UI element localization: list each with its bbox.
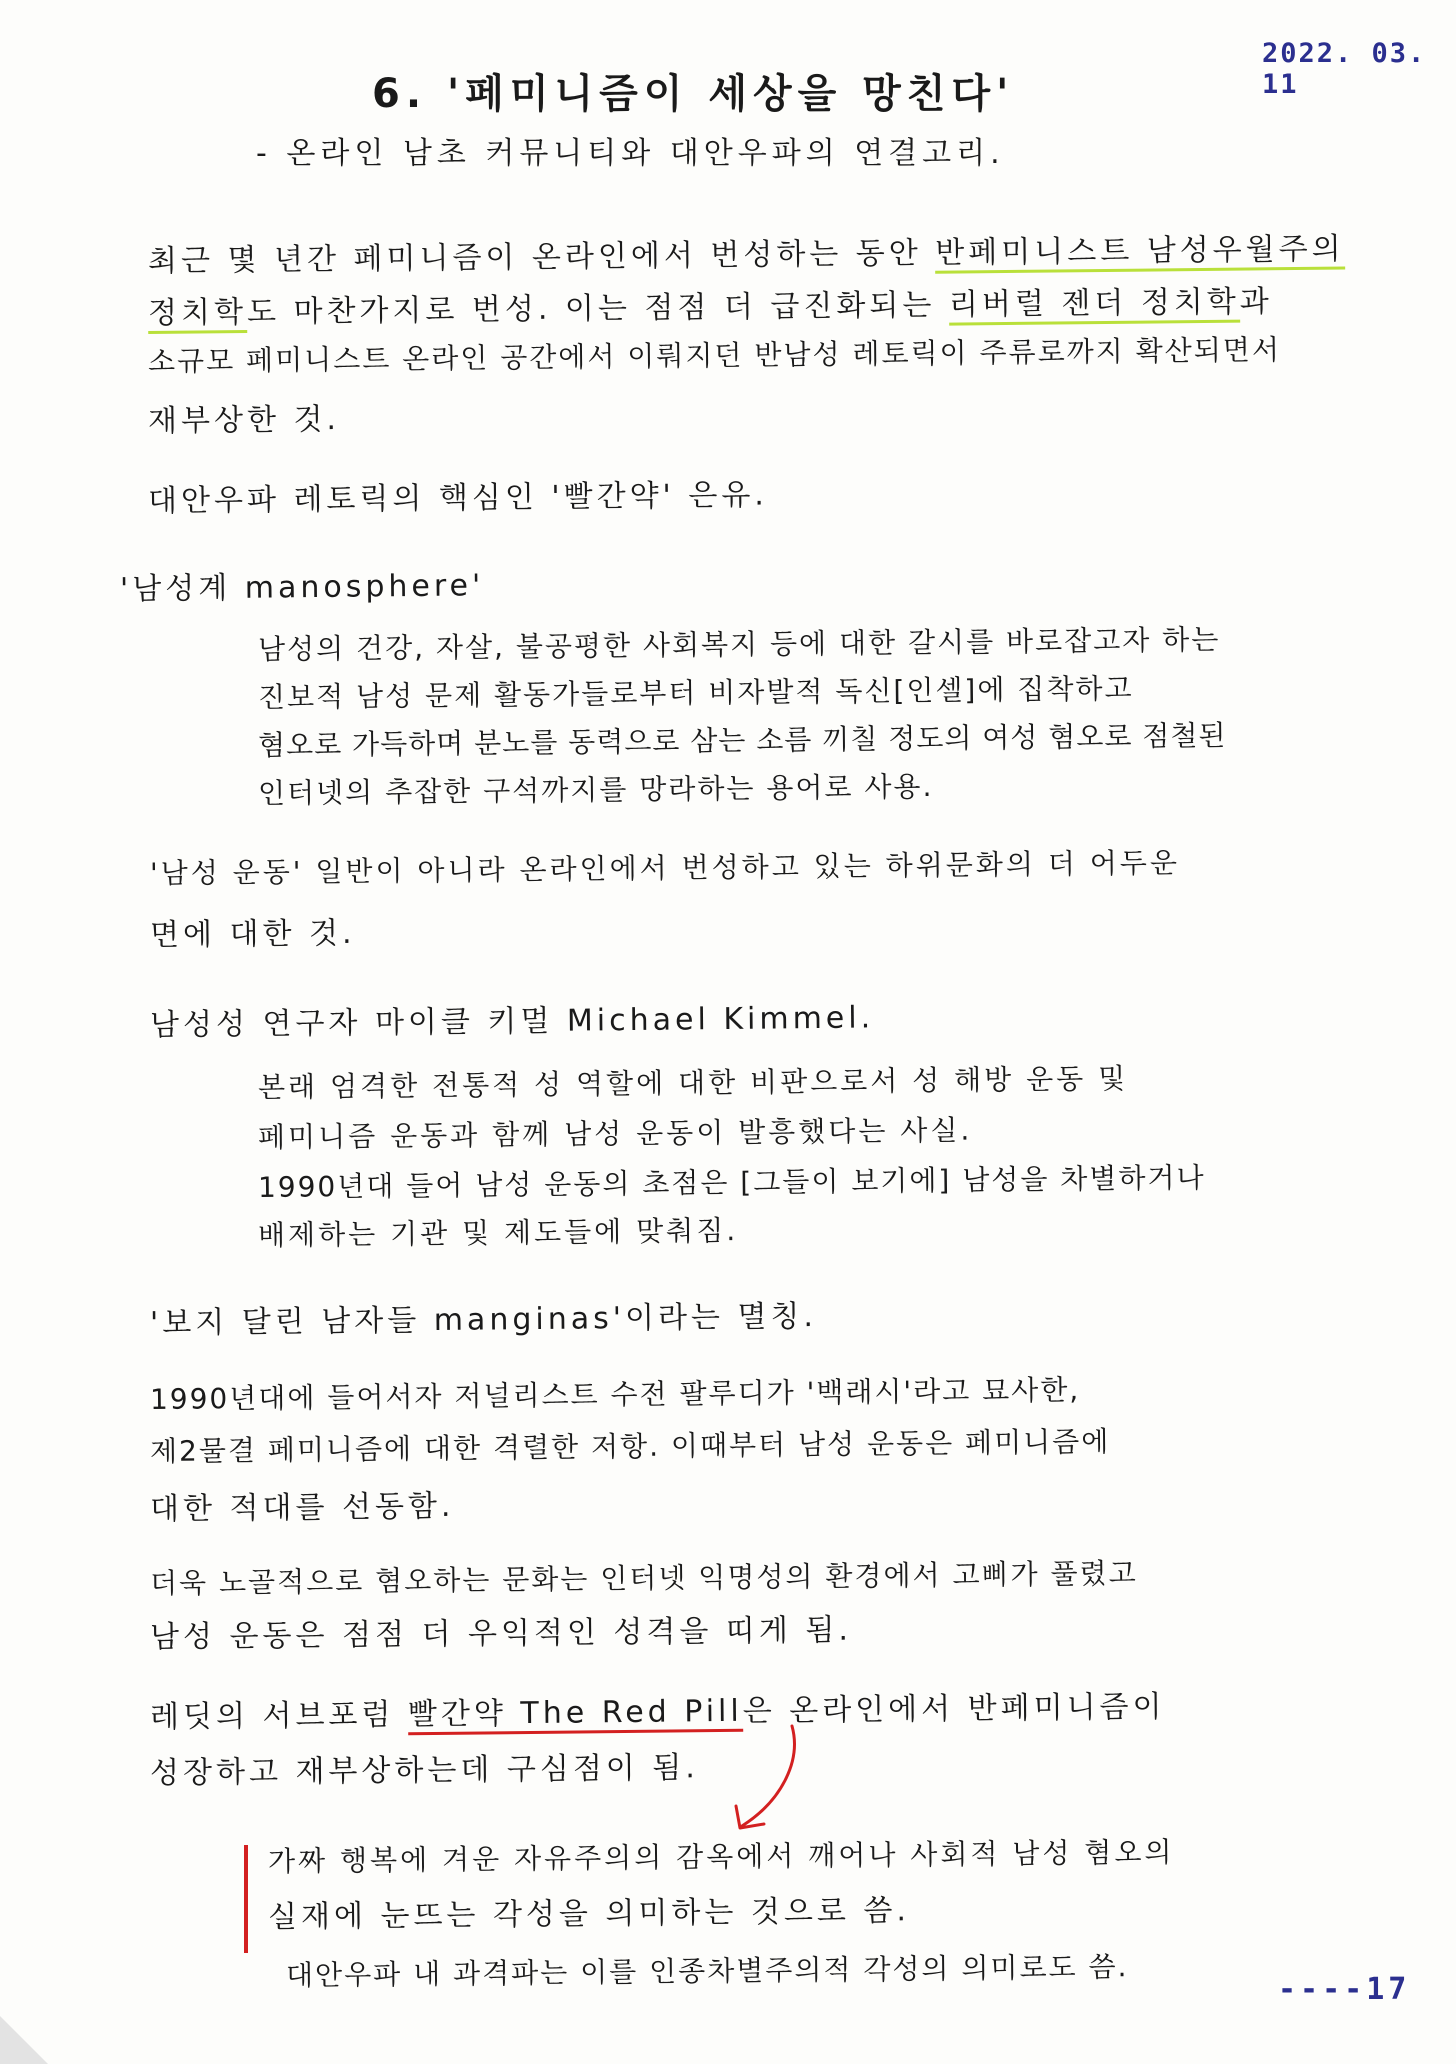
note-line-2: 실재에 눈뜨는 각성을 의미하는 것으로 씀. <box>267 1893 911 1935</box>
kimmel-line-2: 페미니즘 운동과 함께 남성 운동이 발흥했다는 사실. <box>257 1113 973 1154</box>
red-pill-term: 빨간약 The Red Pill <box>408 1694 743 1736</box>
manosphere-line-4: 인터넷의 추잡한 구석까지를 망라하는 용어로 사용. <box>257 769 934 810</box>
red-arrow-icon <box>720 1722 810 1837</box>
kimmel-heading: 남성성 연구자 마이클 키멀 Michael Kimmel. <box>149 1000 875 1043</box>
men-movement-line-2: 면에 대한 것. <box>149 915 356 953</box>
red-pill-metaphor-line: 대안우파 레토릭의 핵심인 '빨간약' 은유. <box>147 477 769 519</box>
intro-text: 최근 몇 년간 페미니즘이 온라인에서 번성하는 동안 <box>147 235 936 279</box>
highlighted-term: 리버럴 젠더 정치학 <box>949 285 1240 326</box>
page-subtitle: - 온라인 남초 커뮤니티와 대안우파의 연결고리. <box>256 136 1005 171</box>
men-movement-line-1: '남성 운동' 일반이 아니라 온라인에서 번성하고 있는 하위문화의 더 어두운 <box>149 846 1181 890</box>
note-margin-bar <box>244 1845 248 1953</box>
manosphere-line-2: 진보적 남성 문제 활동가들로부터 비자발적 독신[인셀]에 집착하고 <box>257 671 1134 714</box>
intro-text: 과 <box>1239 284 1273 320</box>
manosphere-line-3: 혐오로 가득하며 분노를 동력으로 삼는 소름 끼칠 정도의 여성 혐오로 점철된 <box>257 718 1227 762</box>
intro-line-1 <box>148 223 1345 280</box>
intro-line-3: 소규모 페미니스트 온라인 공간에서 이뤄지던 반남성 레토릭이 주류로까지 확산되면서 <box>147 333 1282 378</box>
note-line-1: 가짜 행복에 겨운 자유주의의 감옥에서 깨어나 사회적 남성 혐오의 <box>267 1835 1175 1878</box>
intro-line-2 <box>148 276 1273 332</box>
reddit-line-1 <box>150 1681 1166 1736</box>
page-number: ----17 <box>1278 1972 1411 2007</box>
note-line-3: 대안우파 내 과격파는 이를 인종차별주의적 각성의 의미로도 씀. <box>285 1950 1129 1992</box>
reddit-text: 레딧의 서브포럼 <box>149 1697 409 1735</box>
manosphere-heading: '남성계 manosphere' <box>119 568 485 607</box>
page-title: 6. '페미니즘이 세상을 망친다' <box>372 71 1015 117</box>
highlighted-term: 반페미니스트 남성우월주의 <box>935 231 1345 273</box>
highlighted-term: 정치학 <box>148 295 247 334</box>
manosphere-line-1: 남성의 건강, 자살, 불공평한 사회복지 등에 대한 갈시를 바로잡고자 하는 <box>257 622 1221 666</box>
kimmel-line-3: 1990년대 들어 남성 운동의 초점은 [그들이 보기에] 남성을 차별하거나 <box>257 1161 1206 1204</box>
culture-line-1: 더욱 노골적으로 혐오하는 문화는 인터넷 익명성의 환경에서 고삐가 풀렸고 <box>149 1556 1138 1600</box>
reddit-text: 은 온라인에서 반페미니즘이 <box>742 1689 1166 1729</box>
manginas-line: '보지 달린 남자들 manginas'이라는 멸칭. <box>149 1299 818 1341</box>
backlash-line-3: 대한 적대를 선동함. <box>149 1488 455 1527</box>
reddit-line-2: 성장하고 재부상하는데 구심점이 됨. <box>149 1750 700 1791</box>
date-stamp: 2022. 03. 11 <box>1262 38 1427 100</box>
backlash-line-1: 1990년대에 들어서자 저널리스트 수전 팔루디가 '백래시'라고 묘사한, <box>149 1373 1081 1416</box>
intro-line-4: 재부상한 것. <box>147 401 341 439</box>
kimmel-line-1: 본래 엄격한 전통적 성 역할에 대한 비판으로서 성 해방 운동 및 <box>257 1061 1129 1104</box>
intro-text: 도 마찬가지로 번성. 이는 점점 더 급진화되는 <box>246 287 950 330</box>
page-corner-fold <box>0 2016 48 2064</box>
backlash-line-2: 제2물결 페미니즘에 대한 격렬한 저항. 이때부터 남성 운동은 페미니즘에 <box>149 1424 1111 1468</box>
culture-line-2: 남성 운동은 점점 더 우익적인 성격을 띠게 됨. <box>149 1612 853 1655</box>
kimmel-line-4: 배제하는 기관 및 제도들에 맞춰짐. <box>257 1213 739 1252</box>
